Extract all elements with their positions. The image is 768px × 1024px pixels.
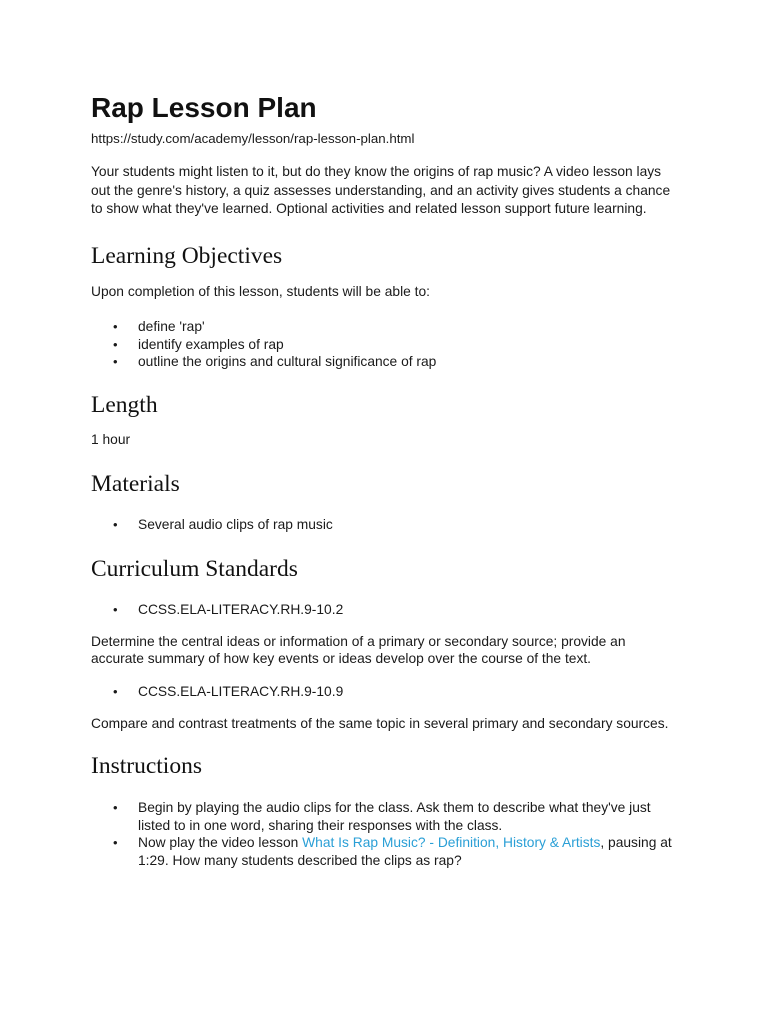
instruction-step — [91, 799, 676, 834]
page-title: Rap Lesson Plan — [91, 92, 317, 123]
document-content — [91, 90, 676, 869]
objectives-heading: Learning Objectives — [91, 242, 283, 269]
source-url: https://study.com/academy/lesson/rap-lesson-plan.html — [91, 131, 415, 146]
step-text: , pausing at 1:29. How many students described the clips as rap? — [138, 835, 672, 868]
step-text: Begin by playing the audio clips for the class. Ask them to describe what they've just listed to in one word, sharing their responses with the class. — [138, 800, 651, 833]
objectives-lead: Upon completion of this lesson, students will be able to: — [91, 283, 430, 299]
instructions-list — [91, 799, 676, 869]
standard-code: • CCSS.ELA-LITERACY.RH.9-10.2 — [91, 601, 676, 618]
step-text: Now play the video lesson — [138, 835, 303, 851]
length-value: 1 hour — [91, 431, 131, 447]
objectives-list — [91, 318, 676, 370]
standard-description: Compare and contrast treatments of the same topic in several primary and secondary sources. — [91, 716, 669, 732]
list-item: • define 'rap' — [91, 318, 676, 335]
materials-heading: Materials — [91, 471, 180, 498]
instructions-heading: Instructions — [91, 753, 202, 780]
video-lesson-link[interactable]: What Is Rap Music? - Definition, History & Artists — [302, 835, 601, 851]
standard-code: • CCSS.ELA-LITERACY.RH.9-10.9 — [91, 683, 676, 700]
intro-paragraph: Your students might listen to it, but do they know the origins of rap music? A video lesson lays out the genre's history, a quiz assesses understanding, and an activity gives students a chance to show what they've learned. Optional activities and related lesson support future learning. — [91, 164, 671, 217]
instruction-step — [91, 834, 676, 869]
materials-list — [91, 516, 676, 533]
list-item: • identify examples of rap — [91, 336, 676, 353]
standards-heading: Curriculum Standards — [91, 555, 298, 582]
standard-description: Determine the central ideas or information of a primary or secondary source; provide an accurate summary of how key events or ideas develop over the course of the text. — [91, 634, 626, 666]
list-item: • outline the origins and cultural significance of rap — [91, 353, 676, 370]
standard-code-list — [91, 601, 676, 618]
standard-code-list — [91, 683, 676, 700]
list-item: • Several audio clips of rap music — [91, 516, 676, 533]
length-heading: Length — [91, 391, 158, 418]
